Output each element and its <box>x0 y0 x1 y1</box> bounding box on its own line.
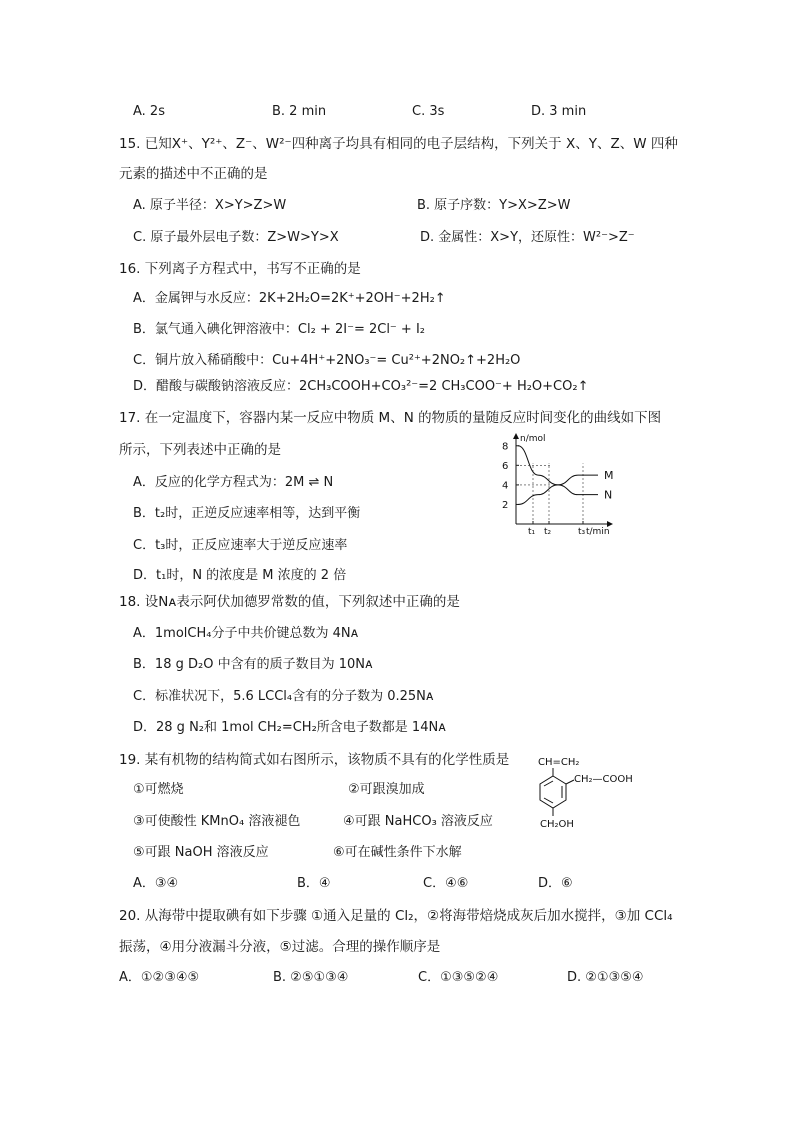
q15-option-d: D. 金属性：X>Y，还原性：W²⁻>Z⁻ <box>420 230 635 245</box>
x-tick-label-3: t₃ <box>578 527 586 537</box>
chart-x-label: t/min <box>586 527 610 537</box>
y-tick-label-6: 6 <box>502 460 509 472</box>
q17-option-b: B．t₂时，正逆反应速率相等，达到平衡 <box>133 506 361 521</box>
q17-option-a: A．反应的化学方程式为：2M ⇌ N <box>133 475 334 490</box>
q17-stem-line2: 所示，下列表述中正确的是 <box>119 442 281 458</box>
q18-option-a: A．1molCH₄分子中共价键总数为 4Nᴀ <box>133 626 359 641</box>
q16-option-d: D．醋酸与碳酸钠溶液反应：2CH₃COOH+CO₃²⁻=2 CH₃COO⁻+ H₂O+CO₂↑ <box>133 379 589 394</box>
q20-option-b: B. ②⑤①③④ <box>273 970 349 985</box>
q17-option-d: D．t₁时，N 的浓度是 M 浓度的 2 倍 <box>133 568 347 583</box>
chart-y-label: n/mol <box>520 434 546 444</box>
q19-option-b: B．④ <box>297 876 331 891</box>
q20-option-d: D. ②①③⑤④ <box>567 970 644 985</box>
q19-option-d: D．⑥ <box>538 876 573 891</box>
q15-option-b: B. 原子序数：Y>X>Z>W <box>417 198 571 213</box>
y-tick-label-8: 8 <box>502 441 509 453</box>
q14-option-a: A. 2s <box>133 104 165 119</box>
q20-option-a: A．①②③④⑤ <box>119 970 200 985</box>
q16-option-a: A．金属钾与水反应：2K+2H₂O=2K⁺+2OH⁻+2H₂↑ <box>133 291 446 306</box>
q15-stem-line1: 15. 已知X⁺、Y²⁺、Z⁻、W²⁻四种离子均具有相同的电子层结构，下列关于 X、Y、Z、W 四种 <box>119 136 678 152</box>
y-tick-label-2: 2 <box>502 499 509 511</box>
q16-stem: 16. 下列离子方程式中，书写不正确的是 <box>119 261 361 277</box>
series-label-M: M <box>604 469 614 483</box>
q17-stem-line1: 17. 在一定温度下，容器内某一反应中物质 M、N 的物质的量随反应时间变化的曲线如下图 <box>119 410 662 426</box>
x-tick-label-1: t₁ <box>528 527 536 537</box>
q16-option-c: C．铜片放入稀硝酸中：Cu+4H⁺+2NO₃⁻= Cu²⁺+2NO₂↑+2H₂O <box>133 353 521 368</box>
q20-stem-line2: 振荡，④用分液漏斗分液，⑤过滤。合理的操作顺序是 <box>119 939 441 955</box>
q19-item-6: ⑥可在碱性条件下水解 <box>333 845 462 860</box>
q18-option-c: C．标准状况下，5.6 LCCl₄含有的分子数为 0.25Nᴀ <box>133 689 434 704</box>
q18-option-b: B．18 g D₂O 中含有的质子数目为 10Nᴀ <box>133 657 373 672</box>
y-tick-label-4: 4 <box>502 480 509 492</box>
q14-option-d: D. 3 min <box>531 104 587 119</box>
q19-item-5: ⑤可跟 NaOH 溶液反应 <box>133 845 269 860</box>
q17-chart <box>490 428 620 540</box>
series-line-M <box>518 475 598 504</box>
q19-option-c: C．④⑥ <box>423 876 469 891</box>
structure-bottom-group: CH₂OH <box>540 819 574 830</box>
q18-stem: 18. 设Nᴀ表示阿伏加德罗常数的值，下列叙述中正确的是 <box>119 594 460 610</box>
q17-option-c: C．t₃时，正反应速率大于逆反应速率 <box>133 538 348 553</box>
q14-option-c: C. 3s <box>412 104 445 119</box>
q19-stem: 19. 某有机物的结构简式如右图所示，该物质不具有的化学性质是 <box>119 752 510 768</box>
structure-right-group: CH₂—COOH <box>574 774 633 785</box>
x-tick-label-2: t₂ <box>544 527 552 537</box>
series-line-N <box>518 446 598 495</box>
q20-stem-line1: 20. 从海带中提取碘有如下步骤 ①通入足量的 Cl₂，②将海带焙烧成灰后加水搅拌，③加 CCl₄ <box>119 908 673 924</box>
q19-item-2: ②可跟溴加成 <box>348 782 425 797</box>
q19-structure-diagram <box>528 752 638 832</box>
q15-option-a: A. 原子半径：X>Y>Z>W <box>133 198 287 213</box>
q19-item-3: ③可使酸性 KMnO₄ 溶液褪色 <box>133 814 301 829</box>
q20-option-c: C．①③⑤②④ <box>418 970 499 985</box>
q14-option-b: B. 2 min <box>272 104 327 119</box>
q19-option-a: A．③④ <box>133 876 179 891</box>
q15-stem-line2: 元素的描述中不正确的是 <box>119 166 268 182</box>
q19-item-1: ①可燃烧 <box>133 782 184 797</box>
q18-option-d: D．28 g N₂和 1mol CH₂=CH₂所含电子数都是 14Nᴀ <box>133 720 446 735</box>
q19-item-4: ④可跟 NaHCO₃ 溶液反应 <box>343 814 493 829</box>
q15-option-c: C. 原子最外层电子数：Z>W>Y>X <box>133 230 339 245</box>
structure-top-group: CH=CH₂ <box>538 757 580 768</box>
series-label-N: N <box>604 488 613 502</box>
q16-option-b: B．氯气通入碘化钾溶液中：Cl₂ + 2I⁻= 2Cl⁻ + I₂ <box>133 322 425 337</box>
